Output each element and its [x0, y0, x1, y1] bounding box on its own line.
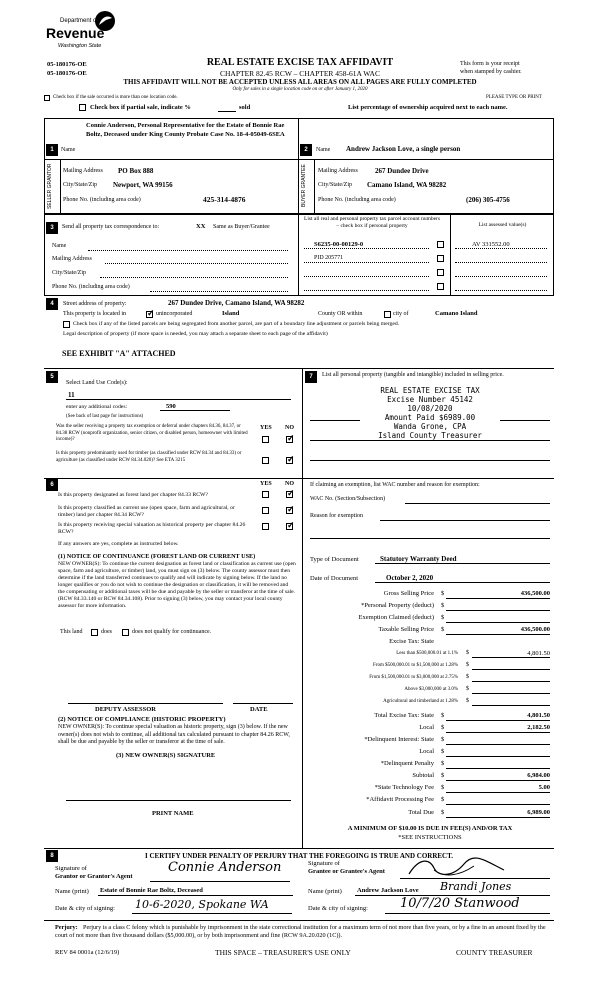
grantor-name-print-label: Name (print) — [55, 888, 89, 895]
s6-if-yes: If any answers are yes, complete as instructed below. — [58, 541, 179, 547]
form-number: REV 84 0001a (12/6/19) — [55, 949, 120, 956]
parcel-header: List all real and personal property tax parcel account numbers – check box if personal property — [303, 216, 441, 229]
receipt-note-2: when stamped by cashier. — [460, 69, 522, 75]
calc-row-label: Gross Selling Price — [383, 590, 434, 597]
parcel-2: PID 205771 — [314, 255, 344, 261]
seller-name-label: Name — [61, 147, 76, 153]
currency-sign: $ — [466, 650, 469, 656]
currency-sign: $ — [466, 662, 469, 668]
additional-codes-value: 590 — [166, 403, 176, 410]
grantee-sig-label-2: Grantee or Grantee's Agent — [308, 868, 385, 875]
total-label: Total Excise Tax: State — [374, 712, 434, 719]
county-value: Island — [222, 310, 240, 317]
land-does-not-checkbox[interactable] — [122, 629, 129, 636]
tier-label: Agricultural and timberland at 1.28% — [383, 699, 458, 704]
stamp-line-4: Amount Paid $6989.00 — [384, 413, 476, 422]
county-or-label: County OR within — [318, 311, 363, 317]
wac-label: WAC No. (Section/Subsection) — [310, 496, 386, 502]
s6-q2-yes[interactable] — [262, 507, 269, 514]
s6-q3: Is this property receiving special valuation as historical property per chapter 84.26 RCW? — [58, 522, 246, 535]
currency-sign: $ — [441, 712, 445, 719]
grantor-name-print: Estate of Bonnie Rae Boltz, Deceased — [100, 887, 203, 894]
grantor-sig-label-1: Signature of — [55, 865, 87, 872]
land-does-checkbox[interactable] — [91, 629, 98, 636]
grantee-date-label: Date & city of signing: — [308, 905, 368, 912]
s5-no-header: NO — [285, 425, 294, 431]
s5-yes-header: YES — [260, 425, 272, 431]
print-name-label: PRINT NAME — [152, 810, 194, 817]
calc-row-label: *Personal Property (deduct) — [361, 602, 434, 609]
total-label: Local — [419, 748, 434, 755]
doc-id-1: 05-180176-OE — [47, 61, 87, 68]
stamp-line-5: Wanda Grone, CPA — [393, 422, 467, 431]
dept-line3: Washington State — [58, 43, 102, 49]
this-land-label: This land — [60, 629, 83, 635]
city-of-checkbox[interactable] — [384, 311, 391, 318]
unincorporated-label: unincorporated — [156, 311, 193, 317]
s3-city-label: City/State/Zip — [52, 270, 86, 276]
grantor-signature: Connie Anderson — [168, 860, 282, 875]
currency-sign: $ — [441, 784, 445, 791]
segregated-checkbox[interactable] — [63, 321, 70, 328]
notice1-body: NEW OWNER(S): To continue the current designation as forest land or classification as current use (open space, farm and agriculture, or timber) land, you must sign on (3) below. The county assessor must then determine if the land transferred continues to qualify and will indicate by signing below. If the land no longer qualifies or you do not wish to continue the designation or classification, it will be removed and the compensating or additional taxes will be due and payable by the seller or transferor at the time of sale. (RCW 84.33.140 or RCW 84.34.108). Prior to signing (3) below, you may contact your local county assessor for more information. — [58, 561, 296, 609]
calc-row-label: Excise Tax: State — [389, 638, 434, 645]
total-label: *Affidavit Processing Fee — [366, 796, 434, 803]
parcel-1-personal-checkbox[interactable] — [437, 241, 444, 248]
list-percentage: List percentage of ownership acquired next to each name. — [348, 104, 508, 111]
doc-type-label: Type of Document — [310, 556, 359, 563]
segregated-label: Check box if any of the listed parcels are being segregated from another parcel, are part of a boundary line adjustment or parcels being merged. — [73, 321, 400, 327]
doc-type-value: Statutory Warranty Deed — [380, 555, 457, 563]
notice-line: THIS AFFIDAVIT WILL NOT BE ACCEPTED UNLESS ALL AREAS ON ALL PAGES ARE FULLY COMPLETED — [123, 78, 477, 86]
grantor-date-label: Date & city of signing: — [55, 905, 115, 912]
total-label: *Delinquent Interest: State — [364, 736, 434, 743]
section-1-badge: 1 — [46, 144, 58, 156]
buyer-city-label: City/State/Zip — [318, 182, 352, 188]
parcel-3-personal-checkbox[interactable] — [437, 269, 444, 276]
calc-row-value: 436,500.00 — [520, 626, 550, 633]
dept-line1: Department of — [60, 18, 99, 24]
land-use-label: Select Land Use Code(s): — [66, 380, 128, 386]
s5-q1-no[interactable] — [286, 436, 293, 443]
stamp-line-6: Island County Treasurer — [378, 431, 482, 440]
currency-sign: $ — [441, 724, 445, 731]
multi-location-label: Check box if the sale occurred is more than one location code. — [53, 95, 178, 100]
see-back: (See back of last page for instructions) — [66, 414, 144, 419]
s5-q2-yes[interactable] — [262, 457, 269, 464]
section-8-badge: 8 — [46, 850, 58, 862]
total-label: *Delinquent Penalty — [380, 760, 434, 767]
s3-phone-label: Phone No. (including area code) — [52, 284, 130, 290]
multi-location-checkbox[interactable] — [44, 95, 50, 101]
grantor-date-city: 10-6-2020, Spokane WA — [135, 898, 269, 911]
notice1-title: (1) NOTICE OF CONTINUANCE (FOREST LAND OR CURRENT USE) — [58, 553, 256, 560]
dept-line2: Revenue — [46, 25, 105, 41]
tier-label: Above $3,000,000 at 3.0% — [404, 687, 458, 692]
calc-row-label: Exemption Claimed (deduct) — [358, 614, 434, 621]
new-owner-sig-label: (3) NEW OWNER(S) SIGNATURE — [116, 752, 216, 759]
s6-no-header: NO — [285, 481, 294, 487]
form-subtitle: CHAPTER 82.45 RCW – CHAPTER 458-61A WAC — [220, 69, 380, 78]
treasurer-space-label: THIS SPACE – TREASURER'S USE ONLY — [215, 948, 351, 957]
tier-label: From $500,000.01 to $1,500,000 at 1.28% — [373, 663, 458, 668]
currency-sign: $ — [441, 809, 445, 816]
legal-label: Legal description of property (if more space is needed, you may attach a separate sheet to each page of the affidavit) — [63, 331, 328, 337]
doc-date-label: Date of Document — [310, 575, 359, 582]
buyer-name-value: Andrew Jackson Love, a single person — [346, 145, 461, 153]
street-label: Street address of property: — [63, 301, 127, 307]
buyer-side-label: BUYER GRANTEE — [301, 164, 307, 208]
seller-mailing-value: PO Box 888 — [118, 167, 154, 175]
section-6-badge: 6 — [46, 479, 58, 491]
stamp-line-3: 10/08/2020 — [407, 404, 453, 413]
grantor-sig-label-2: Grantor or Grantor's Agent — [55, 873, 133, 880]
deputy-assessor-label: DEPUTY ASSESSOR — [95, 706, 156, 713]
deputy-date-label: DATE — [250, 706, 268, 713]
total-label: Subtotal — [412, 772, 434, 779]
only-for-sales: Only for sales in a single location code on or after January 1, 2020 — [232, 87, 368, 92]
currency-sign: $ — [441, 796, 445, 803]
land-use-value: 11 — [68, 391, 75, 399]
buyer-phone-value: (206) 305-4756 — [466, 196, 510, 204]
total-value: 2,182.50 — [527, 724, 550, 731]
assessed-header: List assessed value(s) — [478, 222, 527, 228]
receipt-note-1: This form is your receipt — [460, 61, 520, 67]
parcel-1: S6235-00-00129-0 — [314, 241, 364, 248]
exemption-reason-label: Reason for exemption — [310, 513, 363, 519]
county-treasurer-label: COUNTY TREASURER — [456, 948, 533, 957]
currency-sign: $ — [441, 748, 445, 755]
total-label: Local — [419, 724, 434, 731]
exemption-claim-label: If claiming an exemption, list WAC number and reason for exemption: — [310, 482, 480, 488]
stamp-line-1: REAL ESTATE EXCISE TAX — [380, 386, 480, 395]
seller-city-value: Newport, WA 99156 — [113, 181, 173, 189]
buyer-phone-label: Phone No. (including area code) — [318, 197, 396, 203]
partial-sale-checkbox[interactable] — [79, 104, 86, 111]
stamp-line-2: Excise Number 45142 — [387, 395, 473, 404]
total-value: 4,801.50 — [527, 712, 550, 719]
total-due-value: 6,989.00 — [527, 809, 550, 816]
notice2-title: (2) NOTICE OF COMPLIANCE (HISTORIC PROPERTY) — [58, 716, 226, 723]
currency-sign: $ — [441, 614, 445, 621]
s6-q3-no[interactable] — [286, 523, 293, 530]
perjury-label: Perjury: — [55, 924, 78, 931]
tier-label: Less than $500,000.01 at 1.1% — [396, 651, 458, 656]
tier-value: 4,801.50 — [527, 650, 550, 657]
total-value: 6,984.00 — [527, 772, 550, 779]
s5-q2-no[interactable] — [286, 457, 293, 464]
parcel-4-personal-checkbox[interactable] — [437, 283, 444, 290]
exhibit-note: SEE EXHIBIT "A" ATTACHED — [62, 349, 176, 358]
s5-q1: Was the seller receiving a property tax exemption or deferral under chapters 84.36, 84.37, or 84.38 RCW (nonprofit organization, senior citizen, or disabled person, homeowner with limited income)? — [56, 424, 248, 442]
send-value: XX — [196, 223, 206, 230]
currency-sign: $ — [441, 602, 445, 609]
seller-city-label: City/State/Zip — [63, 182, 97, 188]
section-7-badge: 7 — [305, 371, 317, 383]
s5-q2: Is this property predominantly used for timber (as classified under RCW 84.34 and 84.33) or agriculture (as classified under RCW 84.34.020)? See ETA 3215 — [56, 451, 242, 463]
currency-sign: $ — [441, 590, 445, 597]
partial-sale-label: Check box if partial sale, indicate % — [90, 104, 191, 111]
tier-label: From $1,500,000.01 to $3,000,000 at 2.75% — [369, 675, 458, 680]
revenue-logo — [46, 10, 126, 54]
currency-sign: $ — [441, 626, 445, 633]
grantee-name-print-label: Name (print) — [308, 888, 342, 895]
currency-sign: $ — [466, 674, 469, 680]
treasurer-stamp — [360, 386, 500, 440]
perjury-text: Perjury is a class C felony which is punishable by imprisonment in the state correctional institution for a maximum term of not more than five years, or by a fine in an amount fixed by the court of not more than five thousand dollars ($5,000.00), or by both imprisonment and fine (RCW 9A.20.020 (1C)). — [55, 924, 546, 939]
calc-row-value: 436,500.00 — [520, 590, 550, 597]
partial-sale-percent[interactable] — [218, 111, 236, 112]
s6-q2: Is this property classified as current use (open space, farm and agricultural, or timber) land per chapter 84.34 RCW? — [58, 505, 235, 518]
s6-q1-yes[interactable] — [262, 491, 269, 498]
doc-id-2: 05-180176-OE — [47, 70, 87, 77]
total-label: *State Technology Fee — [374, 784, 434, 791]
personal-property-label: List all personal property (tangible and intangible) included in selling price. — [322, 372, 504, 378]
land-does-not-label: does not qualify for continuance. — [132, 629, 212, 635]
s6-yes-header: YES — [260, 481, 272, 487]
seller-mailing-label: Mailing Address — [63, 168, 103, 174]
section-3-badge: 3 — [46, 222, 58, 234]
grantee-agent-handwriting: Brandi Jones — [440, 880, 512, 893]
buyer-mailing-value: 267 Dundee Drive — [375, 167, 429, 175]
s6-q3-yes[interactable] — [262, 523, 269, 530]
parcel-2-personal-checkbox[interactable] — [437, 255, 444, 262]
section-2-badge: 2 — [300, 144, 312, 156]
currency-sign: $ — [466, 686, 469, 692]
assessed-1: AV 331552.00 — [472, 241, 510, 248]
buyer-name-label: Name — [316, 147, 331, 153]
seller-side-label: SELLER GRANTOR — [47, 163, 53, 209]
minimum-due-note: A MINIMUM OF $10.00 IS DUE IN FEE(S) AND/OR TAX — [347, 825, 513, 832]
s3-name-label: Name — [52, 243, 67, 249]
currency-sign: $ — [441, 736, 445, 743]
total-value: 5.00 — [538, 784, 550, 791]
grantee-sig-label-1: Signature of — [308, 860, 340, 867]
seller-phone-label: Phone No. (including area code) — [63, 197, 141, 203]
grantee-name-print: Andrew Jackson Love — [357, 887, 419, 894]
buyer-city-value: Camano Island, WA 98282 — [367, 181, 447, 189]
grantee-signature — [404, 856, 514, 880]
s6-q1: Is this property designated as forest land per chapter 84.33 RCW? — [58, 492, 208, 498]
land-does-label: does — [101, 629, 112, 635]
total-label: Total Due — [408, 809, 434, 816]
located-label: This property is located in — [63, 311, 126, 317]
additional-codes-label: enter any additional codes: — [66, 404, 128, 410]
s3-mailing-label: Mailing Address — [52, 256, 92, 262]
section-4-badge: 4 — [46, 298, 58, 310]
calc-row-label: Taxable Selling Price — [378, 626, 434, 633]
seller-phone-value: 425-314-4876 — [203, 195, 246, 204]
s5-q1-yes[interactable] — [262, 436, 269, 443]
currency-sign: $ — [441, 760, 445, 767]
same-as-buyer: Same as Buyer/Grantee — [213, 224, 270, 230]
s6-q1-no[interactable] — [286, 491, 293, 498]
s6-q2-no[interactable] — [286, 507, 293, 514]
see-instructions: *SEE INSTRUCTIONS — [398, 834, 462, 841]
street-value: 267 Dundee Drive, Camano Island, WA 98282 — [168, 299, 305, 307]
partial-sold-label: sold — [239, 104, 251, 111]
currency-sign: $ — [441, 772, 445, 779]
doc-date-value: October 2, 2020 — [386, 574, 434, 582]
buyer-mailing-label: Mailing Address — [318, 168, 358, 174]
notice2-body: NEW OWNER(S): To continue special valuation as historic property, sign (3) below. If the new owner(s) does not wish to continue, all additional tax calculated pursuant to chapter 84.26 RCW, shall be due and payable by the seller or transferor at the time of sale. — [58, 724, 290, 745]
please-type: PLEASE TYPE OR PRINT — [486, 95, 542, 100]
section-5-badge: 5 — [46, 371, 58, 383]
seller-name-value: Connie Anderson, Personal Representative for the Estate of Bonnie Rae Boltz, Deceased under King County Probate Case No. 18-4-05049-6SEA — [86, 122, 285, 138]
city-value: Camano Island — [435, 310, 478, 317]
currency-sign: $ — [466, 698, 469, 704]
form-title: REAL ESTATE EXCISE TAX AFFIDAVIT — [206, 57, 394, 68]
send-label: Send all property tax correspondence to: — [62, 224, 160, 230]
certify-statement: I CERTIFY UNDER PENALTY OF PERJURY THAT THE FOREGOING IS TRUE AND CORRECT. — [145, 852, 454, 860]
unincorporated-checkbox[interactable] — [146, 311, 153, 318]
grantee-date-city: 10/7/20 Stanwood — [400, 896, 520, 911]
city-of-label: city of — [393, 311, 409, 317]
